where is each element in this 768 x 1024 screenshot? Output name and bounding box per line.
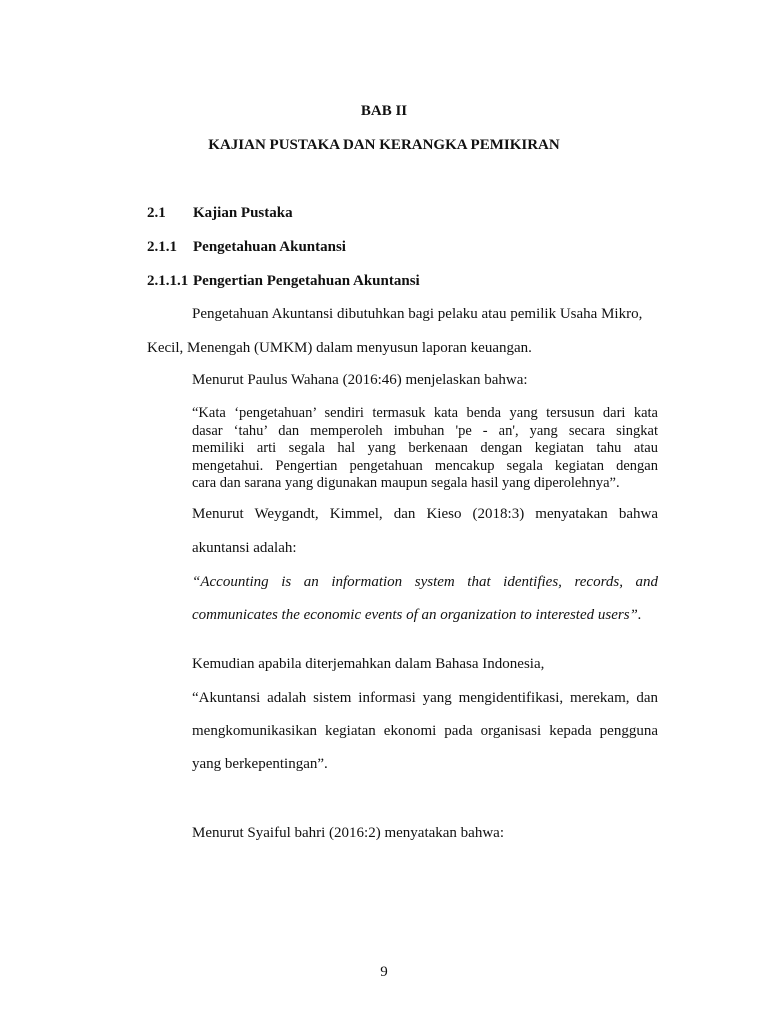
english-quote-line1: “Accounting is an information system that identifies, records, and [192,574,658,590]
translation-line2: mengkomunikasikan kegiatan ekonomi pada organisasi kepada pengguna [192,723,658,739]
page-number: 9 [380,964,388,980]
wahana-quote-line: “Kata ‘pengetahuan’ sendiri termasuk kata benda yang tersusun dari kata [192,405,658,421]
intro-paragraph-line2: Kecil, Menengah (UMKM) dalam menyusun laporan keuangan. [147,340,532,356]
weygandt-line1: Menurut Weygandt, Kimmel, dan Kieso (2018:3) menyatakan bahwa [192,506,658,522]
heading-2-1-1-1-number: 2.1.1.1 [147,273,189,289]
chapter-title: KAJIAN PUSTAKA DAN KERANGKA PEMIKIRAN [208,137,560,153]
wahana-quote-line: memiliki arti segala hal yang berkenaan dengan kegiatan tahu atau [192,440,658,456]
syaiful-intro: Menurut Syaiful bahri (2016:2) menyatakan bahwa: [192,825,504,841]
translate-intro: Kemudian apabila diterjemahkan dalam Bahasa Indonesia, [192,656,545,672]
translation-line3: yang berkepentingan”. [192,756,328,772]
heading-2-1-1-1-title: Pengertian Pengetahuan Akuntansi [193,273,420,289]
wahana-quote-line: dasar ‘tahu’ dan memperoleh imbuhan 'pe - an', yang secara singkat [192,422,658,439]
english-quote-line2: communicates the economic events of an organization to interested users”. [192,607,642,623]
heading-2-1-title: Kajian Pustaka [193,205,293,221]
heading-2-1-1-number: 2.1.1 [147,239,177,255]
wahana-quote-line: mengetahui. Pengertian pengetahuan mencakup segala kegiatan dengan [192,457,658,474]
weygandt-line2: akuntansi adalah: [192,540,297,556]
translation-line1: “Akuntansi adalah sistem informasi yang mengidentifikasi, merekam, dan [192,690,658,706]
heading-2-1-number: 2.1 [147,205,166,221]
heading-2-1-1-title: Pengetahuan Akuntansi [193,239,346,255]
wahana-quote-line: cara dan sarana yang digunakan maupun segala hasil yang diperolehnya”. [192,475,620,491]
wahana-intro: Menurut Paulus Wahana (2016:46) menjelaskan bahwa: [192,372,528,388]
chapter-number: BAB II [360,103,408,119]
wahana-quote [192,405,658,493]
intro-paragraph-line1: Pengetahuan Akuntansi dibutuhkan bagi pelaku atau pemilik Usaha Mikro, [192,306,643,322]
